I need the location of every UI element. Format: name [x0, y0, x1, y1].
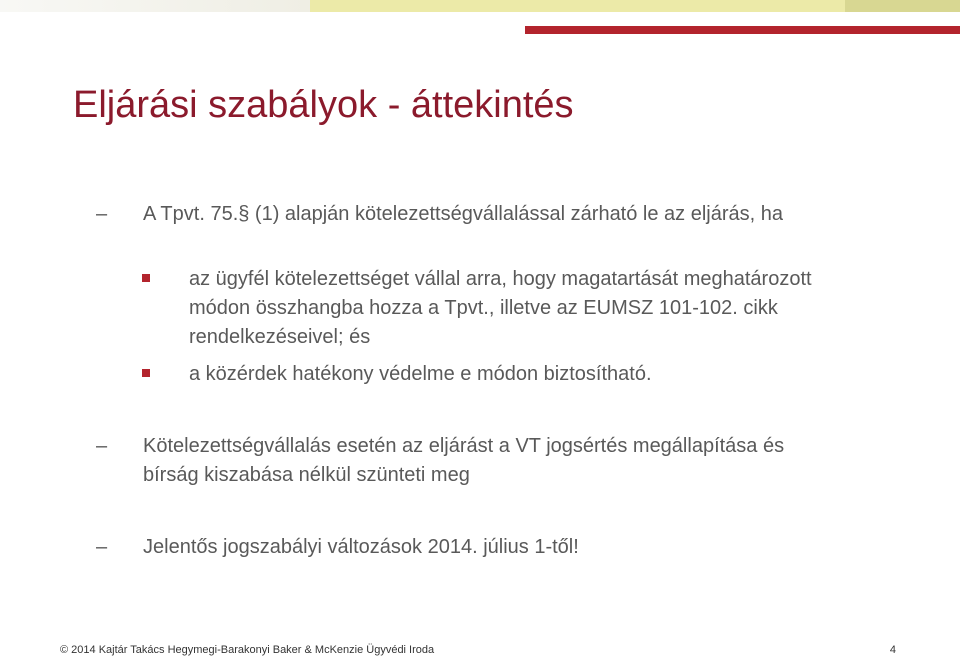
bullet-text: A Tpvt. 75.§ (1) alapján kötelezettségvállalással zárható le az eljárás, ha	[143, 203, 783, 225]
bullet-level1	[96, 432, 836, 490]
square-bullet-icon	[142, 274, 150, 282]
dash-marker: –	[96, 435, 108, 457]
slide-footer	[60, 644, 900, 656]
slide-title: Eljárási szabályok - áttekintés	[73, 84, 574, 126]
bullet-text: Kötelezettségvállalás esetén az eljárást a VT jogsértés megállapítása és bírság kiszabása nélkül szünteti meg	[143, 435, 785, 486]
accent-red-bar	[525, 26, 960, 34]
bullet-level1	[96, 200, 836, 229]
page-number: 4	[889, 644, 896, 656]
top-band-left	[0, 0, 310, 12]
dash-marker: –	[96, 203, 108, 225]
bullet-text: az ügyfél kötelezettséget vállal arra, hogy magatartását meghatározott módon összhangba hozza a Tpvt., illetve az EUMSZ 101-102. cikk rendelkezéseivel; és	[189, 268, 812, 348]
top-band-right	[845, 0, 960, 12]
bullet-level2	[142, 360, 842, 389]
bullet-level2	[142, 265, 842, 352]
bullet-text: Jelentős jogszabályi változások 2014. július 1-től!	[143, 536, 579, 558]
footer-copyright: © 2014 Kajtár Takács Hegymegi-Barakonyi Baker & McKenzie Ügyvédi Iroda	[60, 644, 435, 656]
bullet-text: a közérdek hatékony védelme e módon biztosítható.	[189, 363, 652, 385]
dash-marker: –	[96, 536, 108, 558]
square-bullet-icon	[142, 369, 150, 377]
bullet-level1	[96, 533, 836, 562]
